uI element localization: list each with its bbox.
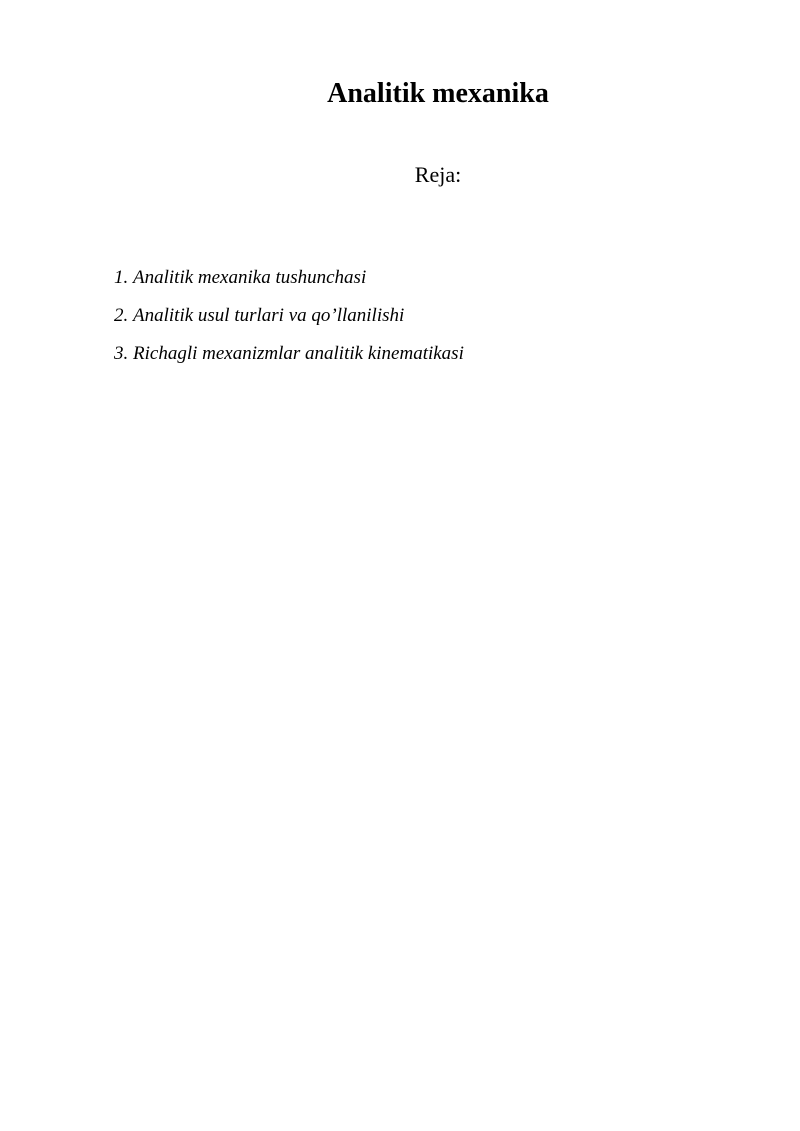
- plan-item-text: Analitik mexanika tushunchasi: [133, 267, 367, 288]
- plan-list: [114, 264, 464, 378]
- plan-item-text: Analitik usul turlari va qo’llanilishi: [133, 305, 405, 326]
- plan-item: [114, 264, 464, 292]
- plan-item-number: 3.: [114, 343, 129, 364]
- document-title: Analitik mexanika: [327, 78, 549, 109]
- plan-item-number: 2.: [114, 305, 129, 326]
- plan-item-number: 1.: [114, 267, 129, 288]
- plan-item-text: Richagli mexanizmlar analitik kinematikasi: [133, 343, 464, 364]
- plan-item: [114, 340, 464, 368]
- plan-heading: Reja:: [414, 162, 462, 187]
- plan-item: [114, 302, 464, 330]
